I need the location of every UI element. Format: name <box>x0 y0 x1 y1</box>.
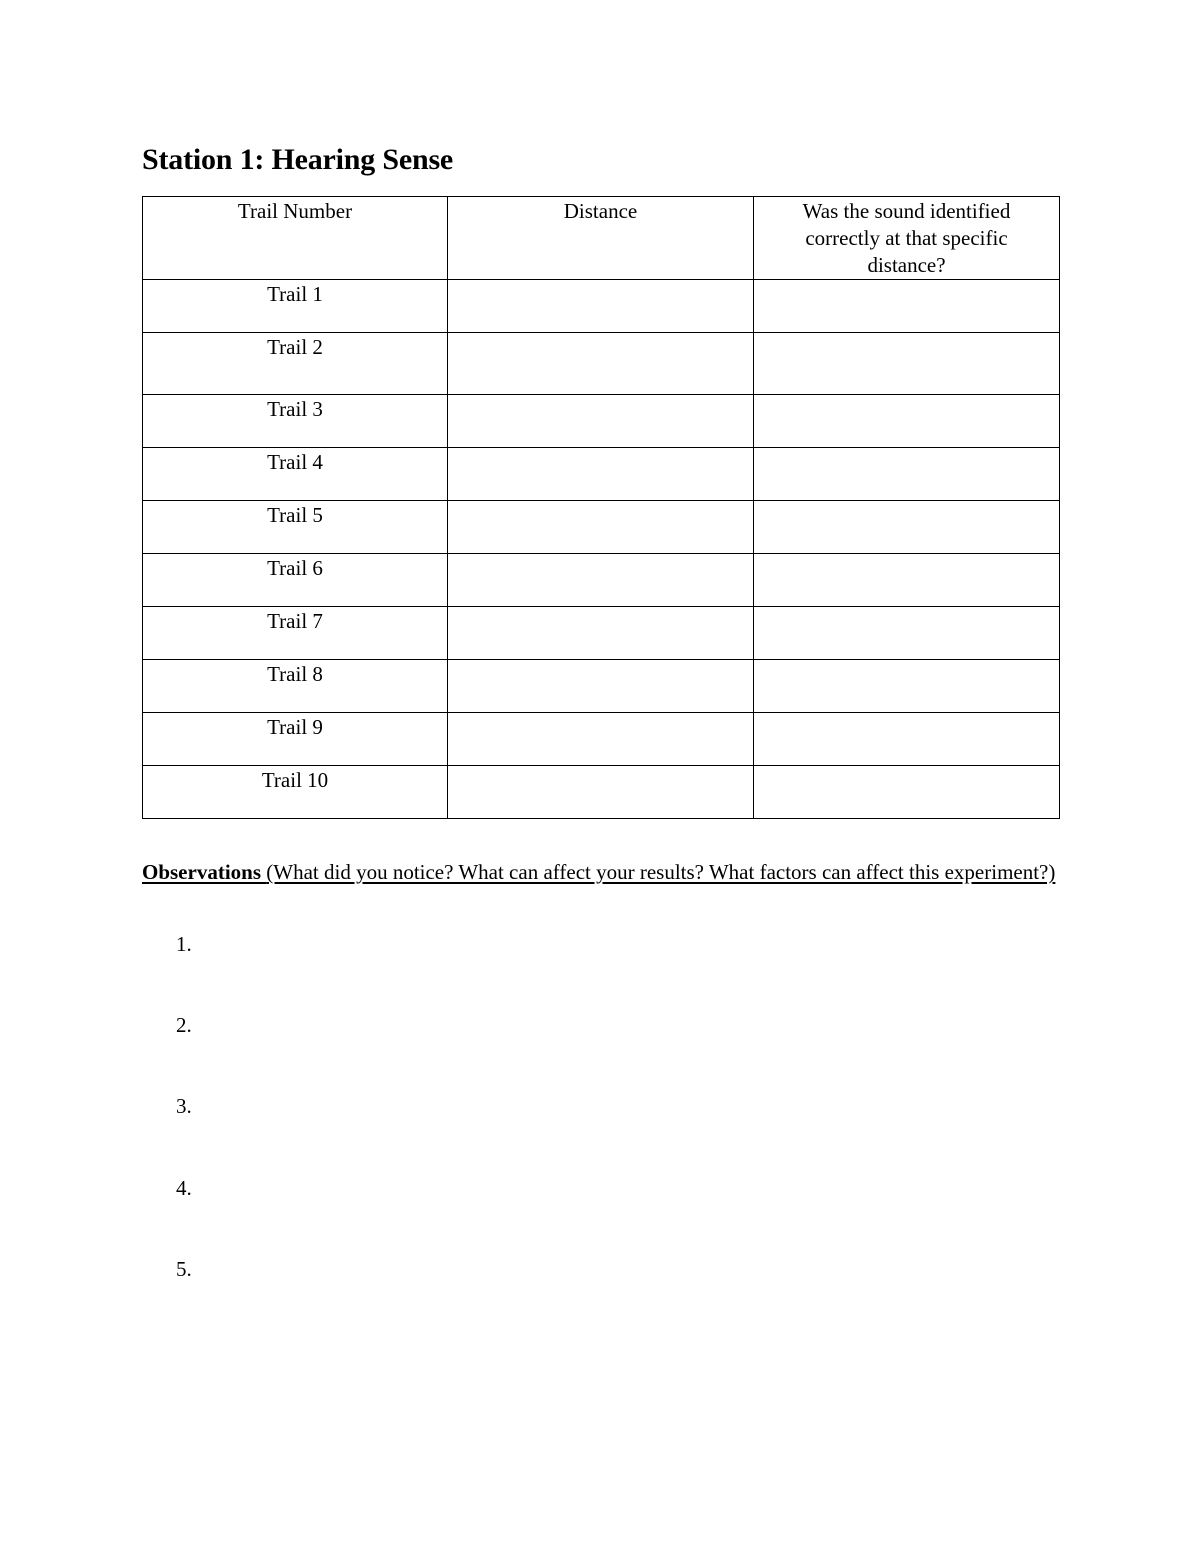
table-row <box>143 395 1060 448</box>
trail-cell: Trail 9 <box>143 713 448 766</box>
identified-cell[interactable] <box>754 280 1060 333</box>
observation-item-5: 5. <box>176 1257 192 1281</box>
identified-cell[interactable] <box>754 766 1060 819</box>
distance-cell[interactable] <box>448 501 754 554</box>
header-sound-identified: Was the sound identified correctly at that specific distance? <box>754 197 1060 280</box>
identified-cell[interactable] <box>754 501 1060 554</box>
table-row <box>143 607 1060 660</box>
trail-cell: Trail 7 <box>143 607 448 660</box>
distance-cell[interactable] <box>448 448 754 501</box>
trail-cell: Trail 4 <box>143 448 448 501</box>
observations-label: Observations <box>142 860 262 884</box>
trail-cell: Trail 1 <box>143 280 448 333</box>
distance-cell[interactable] <box>448 554 754 607</box>
table-row <box>143 448 1060 501</box>
observation-item-4: 4. <box>176 1176 192 1200</box>
observations-heading <box>142 857 1062 887</box>
table-row <box>143 713 1060 766</box>
distance-cell[interactable] <box>448 280 754 333</box>
distance-cell[interactable] <box>448 333 754 395</box>
identified-cell[interactable] <box>754 660 1060 713</box>
distance-cell[interactable] <box>448 766 754 819</box>
observations-prompt: (What did you notice? What can affect your results? What factors can affect this experiment?) <box>266 860 1056 884</box>
identified-cell[interactable] <box>754 395 1060 448</box>
table-row <box>143 766 1060 819</box>
distance-cell[interactable] <box>448 607 754 660</box>
trail-cell: Trail 2 <box>143 333 448 395</box>
trail-cell: Trail 5 <box>143 501 448 554</box>
table-row <box>143 280 1060 333</box>
trail-cell: Trail 3 <box>143 395 448 448</box>
page-title: Station 1: Hearing Sense <box>142 143 454 176</box>
table-row <box>143 501 1060 554</box>
identified-cell[interactable] <box>754 448 1060 501</box>
identified-cell[interactable] <box>754 333 1060 395</box>
distance-cell[interactable] <box>448 660 754 713</box>
table-row <box>143 660 1060 713</box>
distance-cell[interactable] <box>448 395 754 448</box>
table-row <box>143 554 1060 607</box>
observation-item-2: 2. <box>176 1013 192 1037</box>
trail-data-table <box>142 196 1060 819</box>
observation-item-1: 1. <box>176 932 192 956</box>
identified-cell[interactable] <box>754 713 1060 766</box>
distance-cell[interactable] <box>448 713 754 766</box>
header-distance: Distance <box>448 197 754 280</box>
identified-cell[interactable] <box>754 607 1060 660</box>
trail-cell: Trail 10 <box>143 766 448 819</box>
identified-cell[interactable] <box>754 554 1060 607</box>
table-row <box>143 333 1060 395</box>
table-header-row <box>143 197 1060 280</box>
trail-cell: Trail 8 <box>143 660 448 713</box>
trail-cell: Trail 6 <box>143 554 448 607</box>
header-trail-number: Trail Number <box>143 197 448 280</box>
observation-item-3: 3. <box>176 1094 192 1118</box>
